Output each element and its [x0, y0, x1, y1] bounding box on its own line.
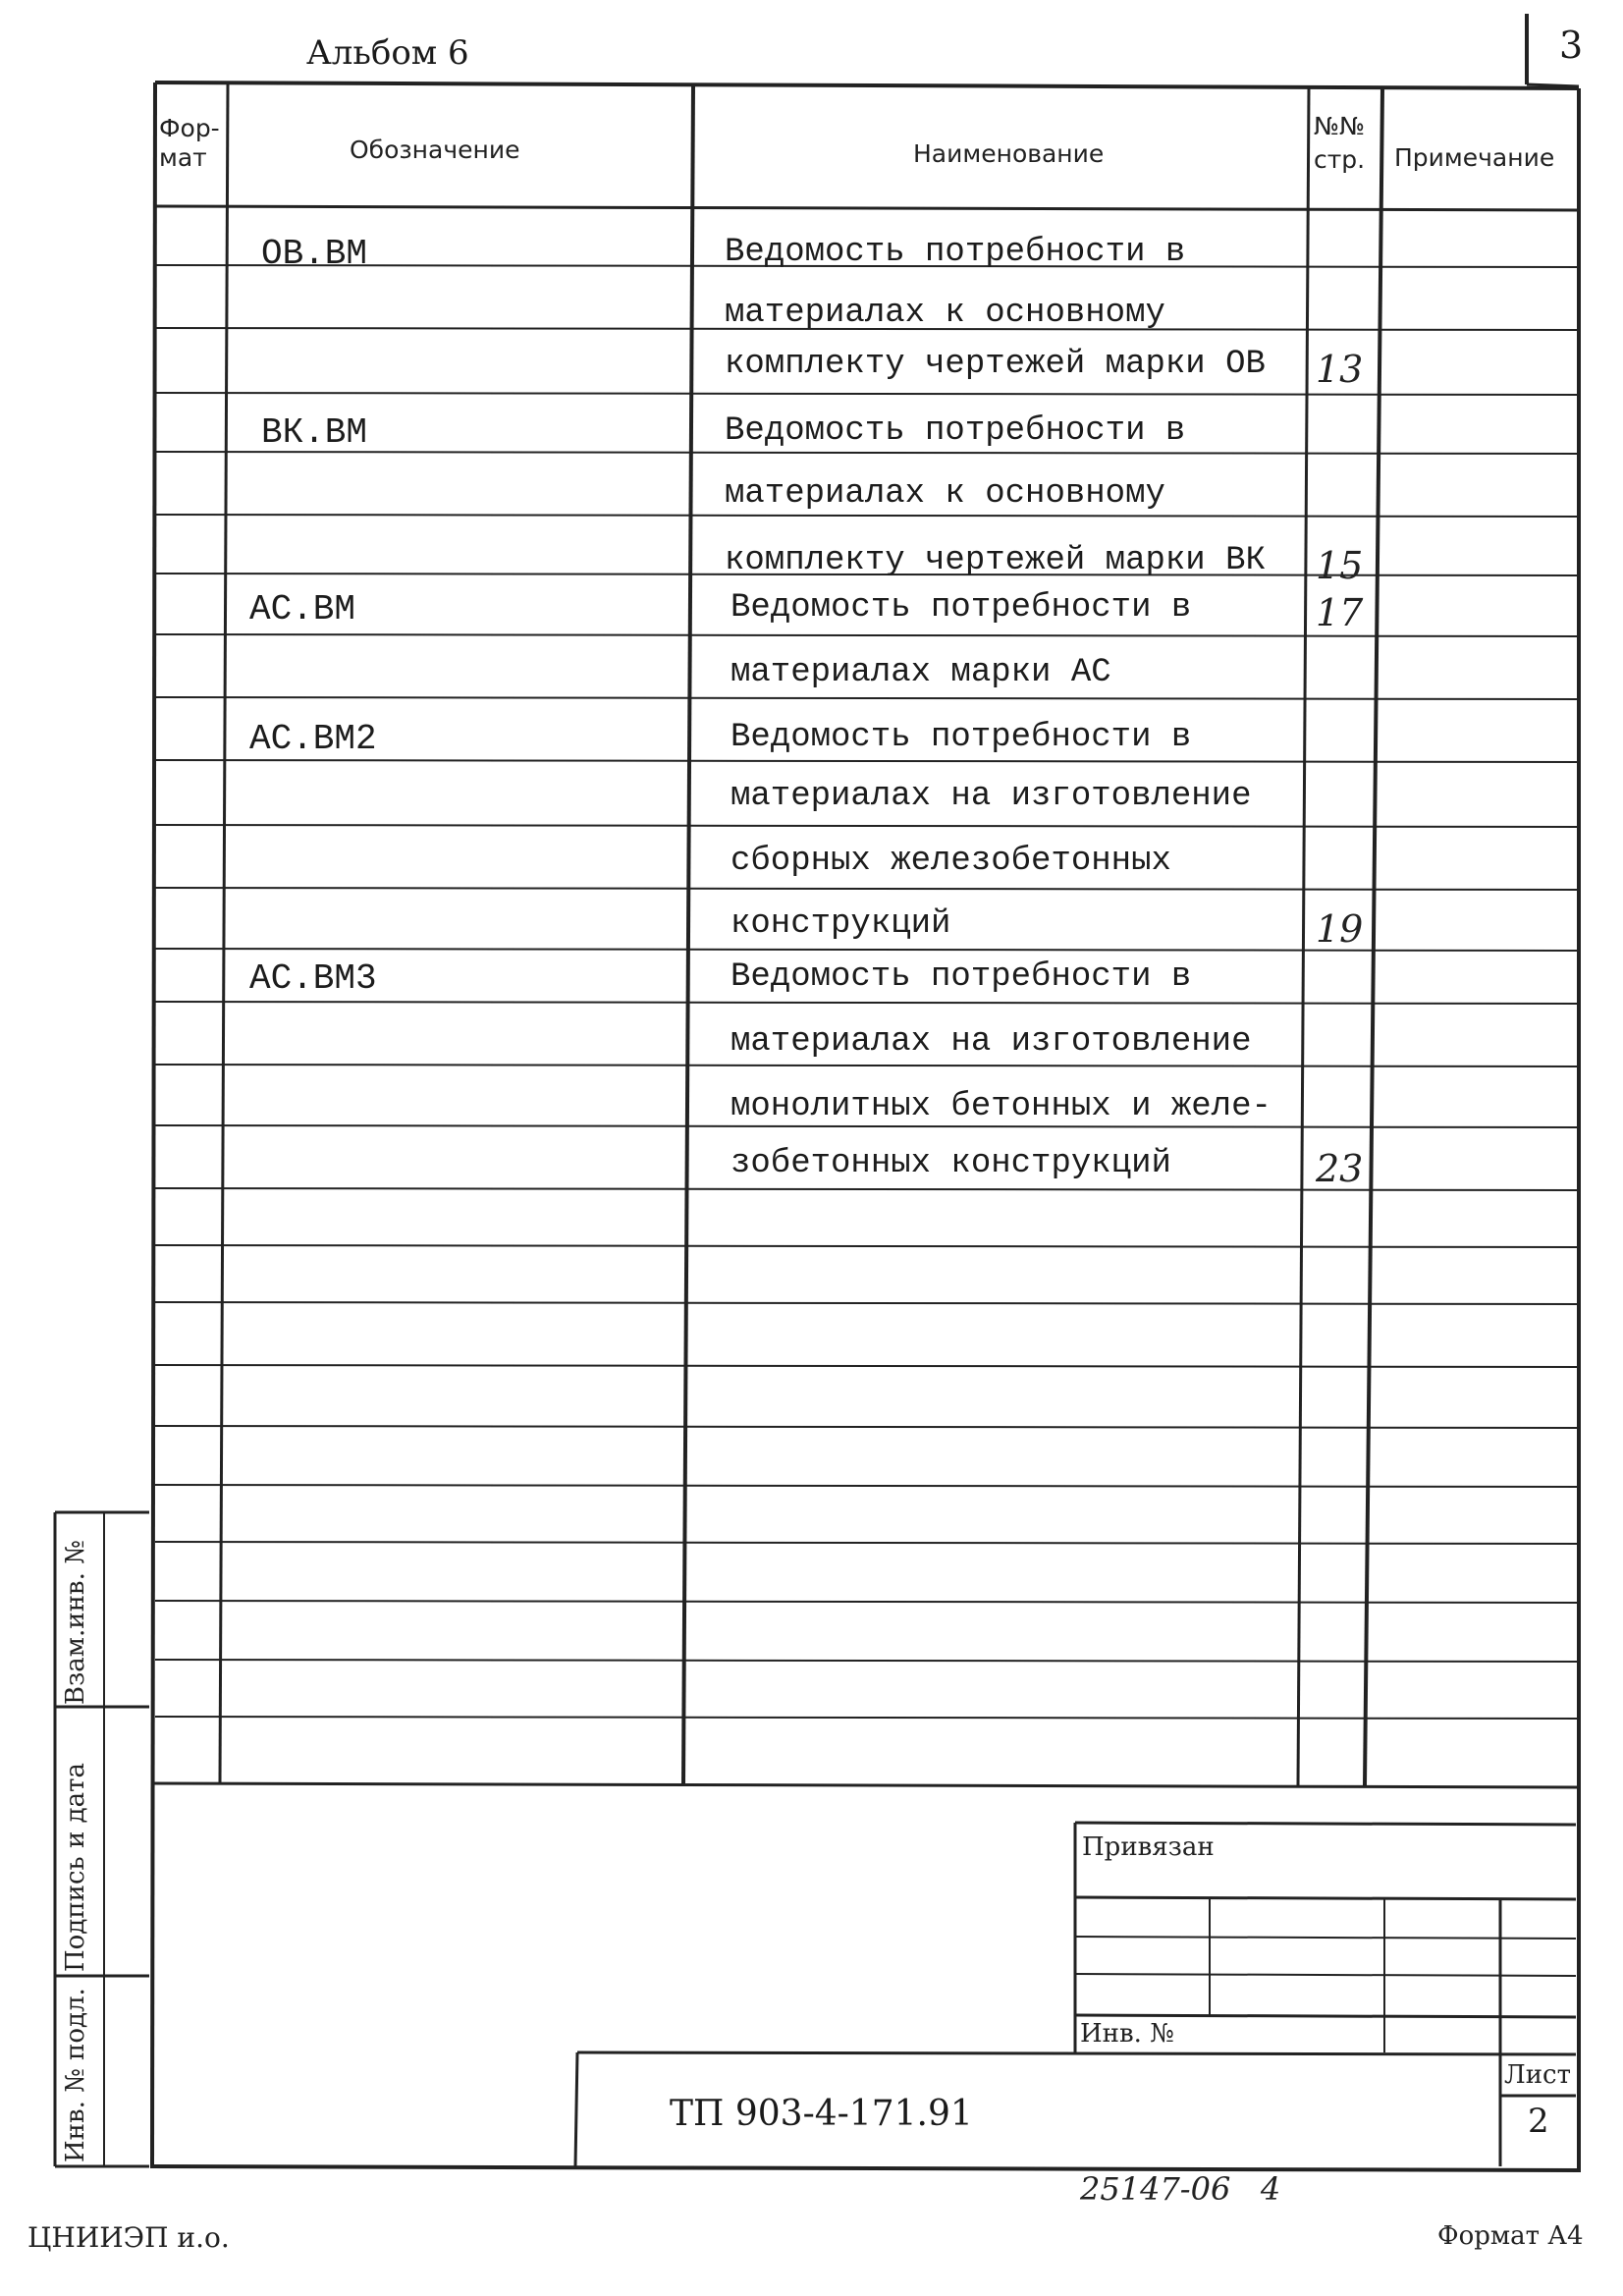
- row-line: [155, 697, 1579, 699]
- label-replace-inv: Взам.инв. №: [61, 1540, 90, 1705]
- row-name: комплекту чертежей марки ВК: [725, 542, 1266, 579]
- row-line: [155, 888, 1579, 890]
- label-inv-original: Инв. № подл.: [61, 1988, 90, 2162]
- handwritten-number: 25147-06 4: [1080, 2170, 1281, 2208]
- col-format-header: Фор- мат: [159, 114, 220, 172]
- row-designation: ОВ.ВМ: [261, 234, 368, 274]
- row-page: 23: [1316, 1147, 1364, 1190]
- row-line: [155, 1302, 1579, 1304]
- paper-format: Формат А4: [1437, 2221, 1584, 2251]
- row-line: [155, 634, 1579, 636]
- row-name: сборных железобетонных: [730, 843, 1171, 880]
- row-line: [155, 760, 1579, 762]
- row-name: Ведомость потребности в: [725, 412, 1186, 450]
- row-page: 17: [1316, 591, 1364, 634]
- col-pages-header: №№ стр.: [1314, 112, 1366, 174]
- row-line: [155, 1542, 1579, 1544]
- sheet-corner-number: 3: [1559, 24, 1584, 67]
- row-name: Ведомость потребности в: [730, 589, 1192, 627]
- album-title: Альбом 6: [306, 33, 469, 73]
- row-name: Ведомость потребности в: [725, 234, 1186, 271]
- col-note-header: Примечание: [1394, 143, 1555, 172]
- row-name: конструкций: [730, 905, 951, 943]
- row-line: [155, 1065, 1579, 1066]
- row-line: [155, 393, 1579, 395]
- row-line: [155, 1125, 1579, 1127]
- row-page: 19: [1316, 907, 1364, 951]
- sheet-number: 2: [1528, 2102, 1549, 2141]
- row-line: [155, 515, 1579, 517]
- row-line: [155, 1365, 1579, 1367]
- row-designation: ВК.ВМ: [261, 412, 368, 453]
- document-code: ТП 903-4-171.91: [670, 2094, 973, 2134]
- row-line: [155, 949, 1579, 951]
- organization: ЦНИИЭП и.о.: [27, 2221, 230, 2254]
- col-name-header: Наименование: [913, 139, 1105, 168]
- row-line: [155, 825, 1579, 827]
- row-page: 13: [1316, 348, 1364, 391]
- row-line: [155, 1002, 1579, 1004]
- row-name: материалах к основному: [725, 475, 1165, 513]
- row-name: монолитных бетонных и желе-: [730, 1088, 1271, 1125]
- row-line: [155, 1188, 1579, 1190]
- stamp-attached: Привязан: [1082, 1832, 1215, 1862]
- row-designation: АС.ВМ3: [249, 958, 377, 999]
- row-name: Ведомость потребности в: [730, 958, 1192, 996]
- row-name: зобетонных конструкций: [730, 1145, 1171, 1182]
- row-name: Ведомость потребности в: [730, 719, 1192, 756]
- col-designation-header: Обозначение: [350, 136, 520, 164]
- row-name: комплекту чертежей марки ОВ: [725, 346, 1266, 383]
- row-line: [155, 1245, 1579, 1247]
- sheet-label: Лист: [1504, 2060, 1571, 2090]
- row-line: [155, 1426, 1579, 1428]
- row-page: 15: [1316, 544, 1364, 587]
- row-designation: АС.ВМ: [249, 589, 356, 629]
- stamp-inv-no: Инв. №: [1080, 2019, 1174, 2049]
- row-line: [155, 452, 1579, 454]
- row-line: [155, 1485, 1579, 1487]
- label-signature-date: Подпись и дата: [61, 1763, 90, 1972]
- row-name: материалах на изготовление: [730, 1023, 1252, 1061]
- row-name: материалах на изготовление: [730, 778, 1252, 815]
- row-name: материалах к основному: [725, 295, 1165, 332]
- row-name: материалах марки АС: [730, 654, 1111, 691]
- row-designation: АС.ВМ2: [249, 719, 377, 759]
